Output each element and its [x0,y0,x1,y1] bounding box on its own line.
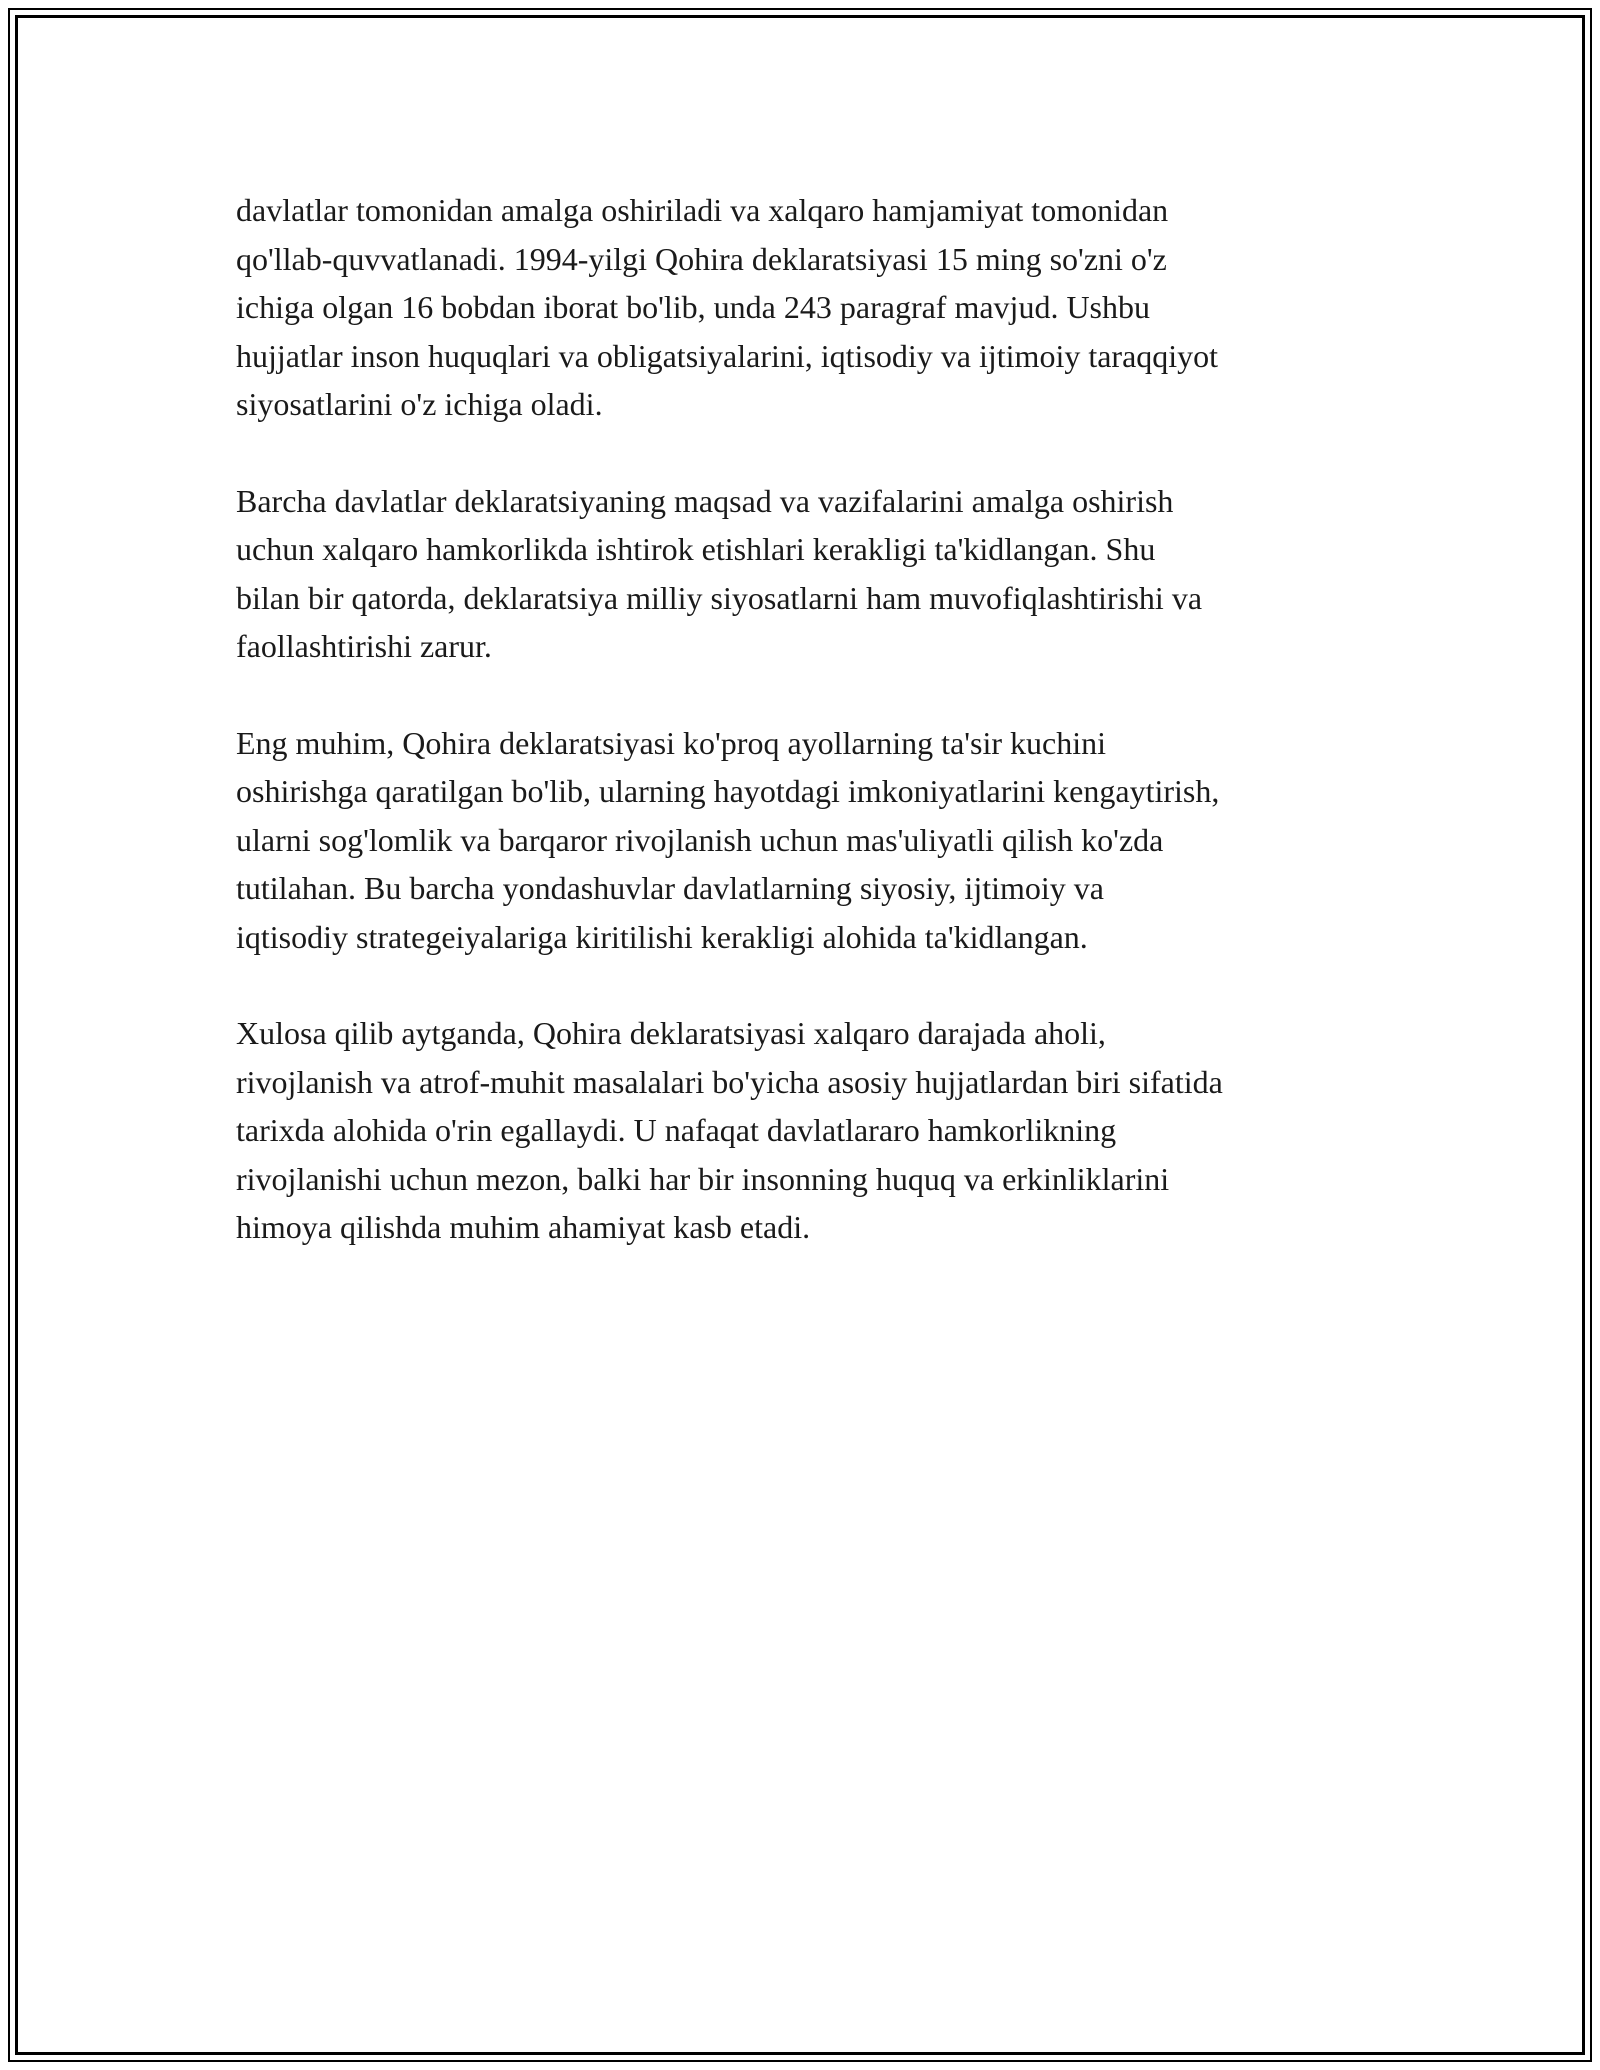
paragraph-4: Xulosa qilib aytganda, Qohira deklaratsiyasi xalqaro darajada aholi, rivojlanish va atrof-muhit masalalari bo'yicha asosiy hujjatlardan biri sifatida tarixda alohida o'rin egallaydi. U nafaqat davlatlararo hamkorlikning rivojlanishi uchun mezon, balki har bir insonning huquq va erkinliklarini himoya qilishda muhim ahamiyat kasb etadi. [236,1015,1223,1245]
paragraph-2: Barcha davlatlar deklaratsiyaning maqsad va vazifalarini amalga oshirish uchun xalqaro hamkorlikda ishtirok etishlari kerakligi ta'kidlangan. Shu bilan bir qatorda, deklaratsiya milliy siyosatlarni ham muvofiqlashtirishi va faollashtirishi zarur. [236,482,1203,664]
paragraph-3: Eng muhim, Qohira deklaratsiyasi ko'proq ayollarning ta'sir kuchini oshirishga qaratilgan bo'lib, ularning hayotdagi imkoniyatlarini kengaytirish, ularni sog'lomlik va barqaror rivojlanish uchun mas'uliyatli qilish ko'zda tutilahan. Bu barcha yondashuvlar davlatlarning siyosiy, ijtimoiy va iqtisodiy strategeiyalariga kiritilishi kerakligi alohida ta'kidlangan. [236,724,1220,955]
paragraph-1: davlatlar tomonidan amalga oshiriladi va xalqaro hamjamiyat tomonidan qo'llab-quvvatlanadi. 1994-yilgi Qohira deklaratsiyasi 15 ming so'zni o'z ichiga olgan 16 bobdan iborat bo'lib, unda 243 paragraf mavjud. Ushbu hujjatlar inson huquqlari va obligatsiyalarini, iqtisodiy va ijtimoiy taraqqiyot siyosatlarini o'z ichiga oladi. [236,192,1219,422]
document-body [236,186,1396,1300]
